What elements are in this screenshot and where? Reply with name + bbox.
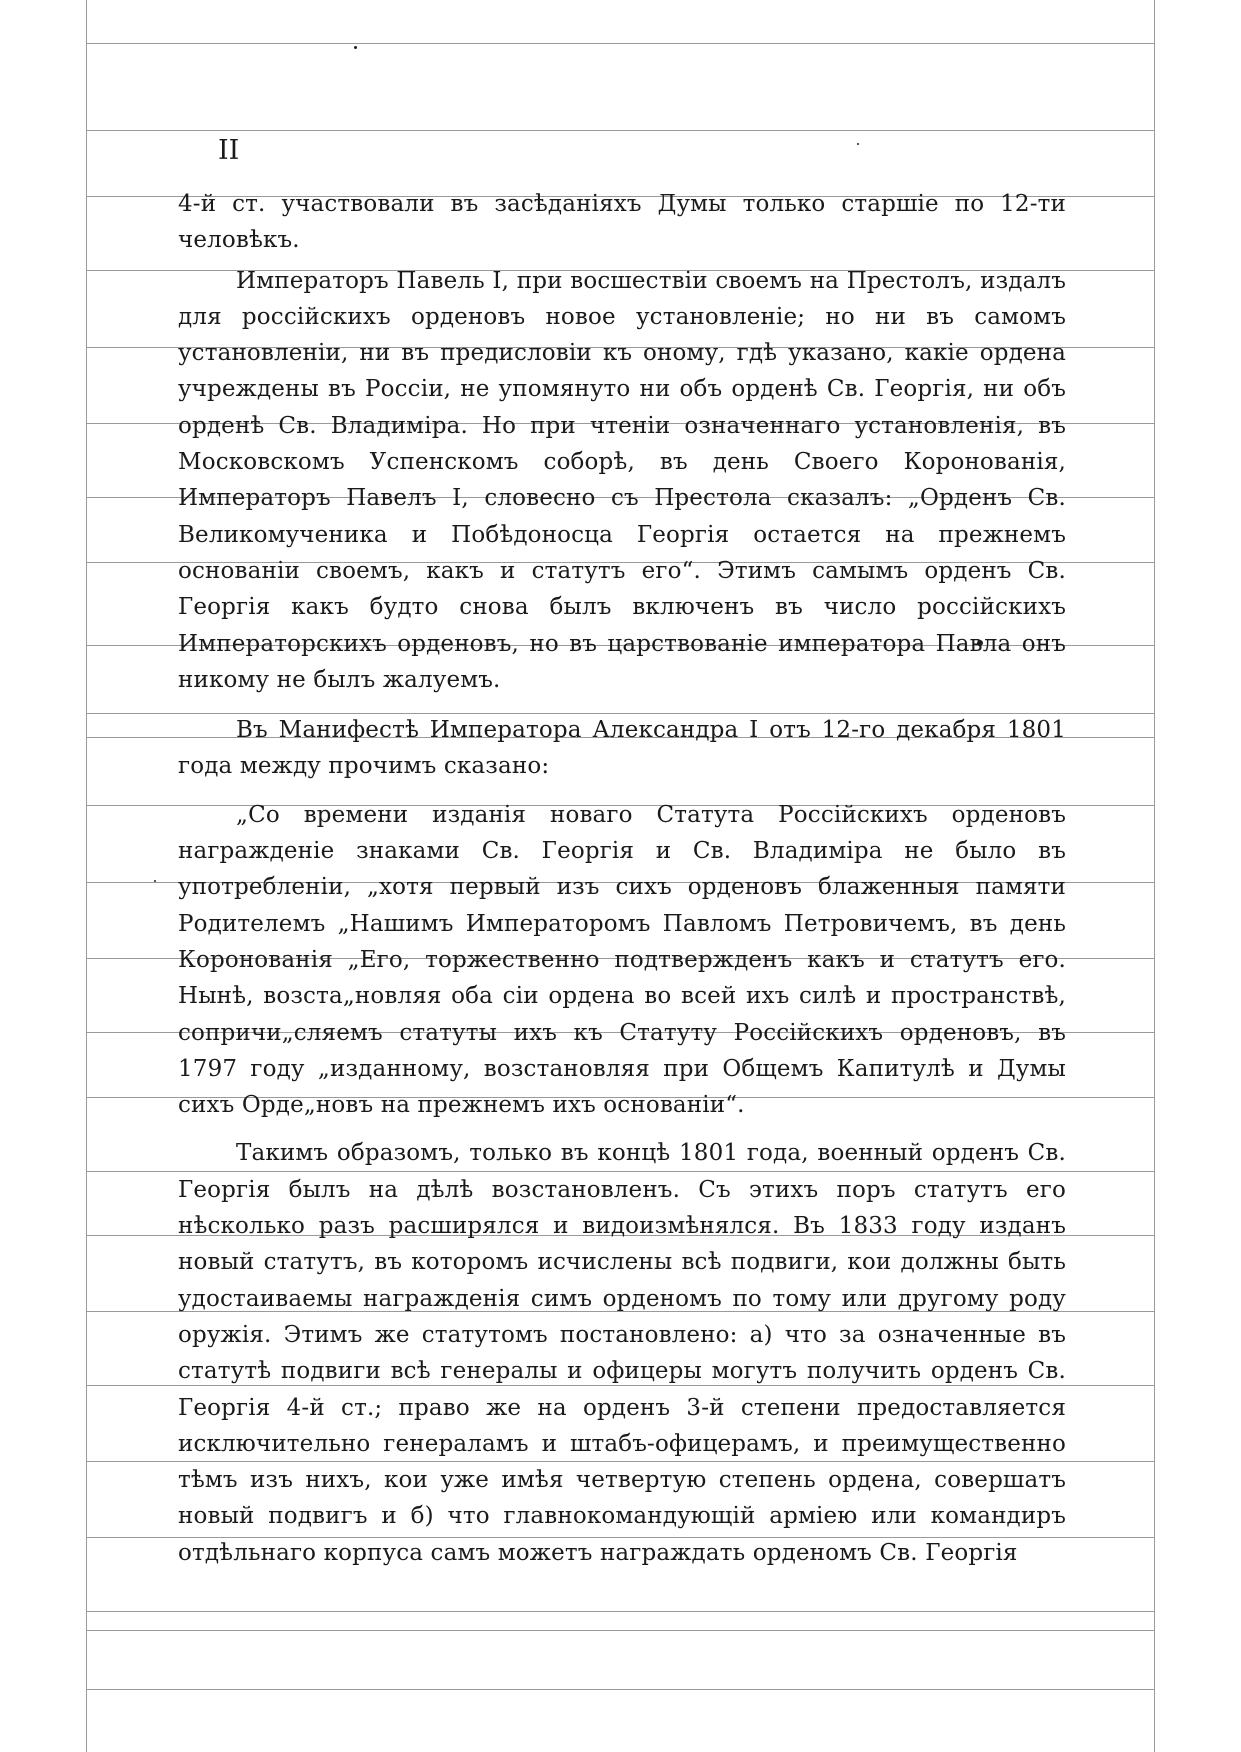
scan-speck (354, 46, 357, 49)
scan-rule (86, 1689, 1154, 1690)
scan-rule (86, 130, 1154, 131)
paragraph: 4-й ст. участвовали въ засѣданіяхъ Думы только старшіе по 12-ти человѣкъ. (178, 191, 1066, 254)
scan-speck (154, 880, 156, 882)
quotation: „Со времени изданія новаго Статута Россійскихъ орденовъ награжденіе знаками Св. Георгія и Св. Владиміра не было въ употребленіи, „хотя первый изъ сихъ орденовъ блаженныя памяти Родителемъ „Нашимъ Императоромъ Павломъ Петровичемъ, въ день Коронованія „Его, торжественно подтвержденъ какъ и статутъ его. Нынѣ, возста„новляя оба сіи ордена во всей ихъ силѣ и пространствѣ, сопричи„сляемъ статуты ихъ къ Статуту Россійскихъ орденовъ, въ 1797 году „изданному, возстановляя при Общемъ Капитулѣ и Думы сихъ Орде„новъ на прежнемъ ихъ основаніи“. (178, 801, 1066, 1119)
scan-speck (857, 143, 859, 145)
paragraph: Императоръ Павель I, при восшествіи своемъ на Престолъ, издалъ для россійскихъ орденовъ новое установленіе; но ни въ самомъ установленіи, ни въ предисловіи къ оному, гдѣ указано, какіе ордена учреждены въ Россіи, не упомянуто ни объ орденѣ Св. Георгія, ни объ орденѣ Св. Владиміра. Но при чтеніи означеннаго установленія, въ Московскомъ Успенскомъ соборѣ, въ день Своего Коронованія, Императоръ Павелъ I, словесно съ Престола сказалъ: „Орденъ Св. Великомученика и Побѣдоносца Георгія остается на прежнемъ основаніи своемъ, какъ и статутъ его“. Этимъ самымъ орденъ Св. Георгія какъ будто снова былъ включенъ въ число россійскихъ Императорскихъ орденовъ, но въ царствованіе императора Павла онъ никому не былъ жалуемъ. (178, 267, 1066, 693)
page-frame-right (1154, 0, 1155, 1752)
page-frame-left (86, 0, 87, 1752)
scan-rule (86, 1630, 1154, 1631)
scan-rule (86, 43, 1154, 44)
paragraph: Въ Манифестѣ Императора Александра I отъ 12-го декабря 1801 года между прочимъ сказано: (178, 717, 1066, 780)
body-text (178, 186, 1066, 1571)
page-number: II (218, 135, 240, 166)
paragraph: Такимъ образомъ, только въ концѣ 1801 года, военный орденъ Св. Георгія былъ на дѣлѣ возстановленъ. Съ этихъ поръ статутъ его нѣсколько разъ расширялся и видоизмѣнялся. Въ 1833 году изданъ новый статутъ, въ которомъ исчислены всѣ подвиги, кои должны быть удостаиваемы награжденія симъ орденомъ по тому или другому роду оружія. Этимъ же статутомъ постановлено: а) что за означенные въ статутѣ подвиги всѣ генералы и офицеры могутъ получить орденъ Св. Георгія 4-й ст.; право же на орденъ 3-й степени предоставляется исключительно генераламъ и штабъ-офицерамъ, и преимущественно тѣмъ изъ нихъ, кои уже имѣя четвертую степень ордена, совершатъ новый подвигъ и б) что главнокомандующій арміею или командиръ отдѣльнаго корпуса самъ можетъ награждать орденомъ Св. Георгія (178, 1140, 1066, 1566)
scan-rule (86, 1611, 1154, 1612)
